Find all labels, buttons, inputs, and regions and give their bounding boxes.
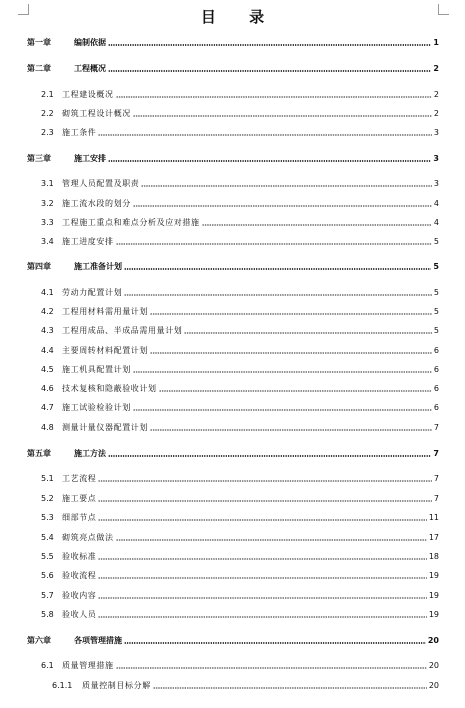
toc-entry-chapter[interactable] bbox=[27, 445, 439, 459]
toc-entry-number: 2.1 bbox=[41, 90, 54, 99]
toc-entry-section[interactable] bbox=[41, 529, 439, 543]
toc-entry-page-number: 7 bbox=[433, 423, 439, 432]
toc-entry-number: 5.4 bbox=[41, 533, 54, 542]
toc-entry-number: 5.5 bbox=[41, 552, 54, 561]
toc-entry-section[interactable] bbox=[41, 233, 439, 247]
dot-leader bbox=[116, 243, 432, 245]
toc-entry-title: 劳动力配置计划 bbox=[62, 288, 123, 297]
dot-leader bbox=[184, 332, 432, 334]
toc-entry-number: 2.3 bbox=[41, 128, 54, 137]
toc-entry-title: 工程用成品、半成品需用量计划 bbox=[62, 326, 183, 335]
toc-entry-section[interactable] bbox=[41, 606, 439, 620]
toc-entry-title: 施工流水段的划分 bbox=[62, 199, 131, 208]
toc-entry-page-number: 2 bbox=[433, 64, 439, 73]
toc-entry-section[interactable] bbox=[41, 399, 439, 413]
toc-entry-title: 工程概况 bbox=[74, 64, 106, 73]
dot-leader bbox=[133, 205, 432, 207]
dot-leader bbox=[150, 429, 432, 431]
dot-leader bbox=[98, 577, 426, 579]
dot-leader bbox=[124, 294, 432, 296]
toc-entry-title: 质量管理措施 bbox=[62, 661, 114, 670]
dot-leader bbox=[98, 519, 426, 521]
toc-entry-title: 施工要点 bbox=[62, 494, 97, 503]
toc-entry-title: 施工方法 bbox=[74, 449, 106, 458]
dot-leader bbox=[133, 409, 432, 411]
toc-entry-number: 6.1 bbox=[41, 661, 54, 670]
toc-entry-title: 各项管理措施 bbox=[74, 636, 122, 645]
toc-entry-title: 质量控制目标分解 bbox=[82, 681, 151, 690]
toc-entry-section[interactable] bbox=[41, 657, 439, 671]
toc-entry-number: 3.1 bbox=[41, 179, 54, 188]
toc-entry-number: 5.3 bbox=[41, 513, 54, 522]
toc-entry-number: 2.2 bbox=[41, 109, 54, 118]
toc-entry-chapter[interactable] bbox=[27, 60, 439, 74]
toc-entry-page-number: 19 bbox=[428, 571, 439, 580]
toc-entry-title: 细部节点 bbox=[62, 513, 97, 522]
toc-entry-title: 管理人员配置及职责 bbox=[62, 179, 140, 188]
toc-entry-number: 4.2 bbox=[41, 307, 54, 316]
dot-leader bbox=[98, 480, 432, 482]
toc-entry-section[interactable] bbox=[41, 587, 439, 601]
dot-leader bbox=[98, 134, 432, 136]
toc-entry-number: 4.3 bbox=[41, 326, 54, 335]
toc-entry-number: 4.1 bbox=[41, 288, 54, 297]
toc-entry-title: 工艺流程 bbox=[62, 474, 97, 483]
toc-entry-number: 5.6 bbox=[41, 571, 54, 580]
toc-entry-section[interactable] bbox=[41, 548, 439, 562]
toc-entry-number: 第三章 bbox=[27, 154, 51, 163]
toc-entry-number: 5.7 bbox=[41, 591, 54, 600]
toc-entry-section[interactable] bbox=[41, 490, 439, 504]
toc-entry-number: 第一章 bbox=[27, 38, 51, 47]
toc-entry-page-number: 2 bbox=[433, 90, 439, 99]
toc-entry-page-number: 2 bbox=[433, 109, 439, 118]
toc-entry-section[interactable] bbox=[41, 567, 439, 581]
toc-entry-page-number: 5 bbox=[433, 262, 439, 271]
dot-leader bbox=[153, 687, 427, 689]
dot-leader bbox=[124, 642, 426, 644]
toc-entry-title: 工程用材料需用量计划 bbox=[62, 307, 148, 316]
dot-leader bbox=[116, 539, 427, 541]
dot-leader bbox=[98, 616, 426, 618]
toc-entry-page-number: 3 bbox=[433, 179, 439, 188]
toc-entry-number: 5.1 bbox=[41, 474, 54, 483]
toc-entry-title: 验收人员 bbox=[62, 610, 97, 619]
dot-leader bbox=[116, 96, 432, 98]
toc-entry-title: 验收内容 bbox=[62, 591, 97, 600]
toc-entry-title: 施工条件 bbox=[62, 128, 97, 137]
dot-leader bbox=[150, 352, 432, 354]
toc-entry-number: 3.2 bbox=[41, 199, 54, 208]
toc-entry-title: 砌筑工程设计概况 bbox=[62, 109, 131, 118]
toc-entry-page-number: 18 bbox=[428, 552, 439, 561]
toc-entry-number: 4.8 bbox=[41, 423, 54, 432]
toc-entry-page-number: 3 bbox=[433, 154, 439, 163]
toc-entry-section[interactable] bbox=[41, 303, 439, 317]
dot-leader bbox=[116, 667, 427, 669]
dot-leader bbox=[98, 500, 432, 502]
toc-entry-title: 验收标准 bbox=[62, 552, 97, 561]
toc-entry-page-number: 7 bbox=[433, 494, 439, 503]
toc-entry-chapter[interactable] bbox=[27, 258, 439, 272]
toc-entry-section[interactable] bbox=[41, 195, 439, 209]
toc-entry-number: 5.8 bbox=[41, 610, 54, 619]
toc-entry-page-number: 7 bbox=[433, 449, 439, 458]
toc-entry-section[interactable] bbox=[41, 124, 439, 138]
toc-entry-number: 5.2 bbox=[41, 494, 54, 503]
toc-entry-title: 验收流程 bbox=[62, 571, 97, 580]
dot-leader bbox=[202, 224, 432, 226]
dot-leader bbox=[98, 597, 426, 599]
toc-entry-title: 工程建设概况 bbox=[62, 90, 114, 99]
dot-leader bbox=[108, 44, 431, 46]
toc-entry-page-number: 4 bbox=[433, 218, 439, 227]
toc-entry-title: 施工试验检验计划 bbox=[62, 403, 131, 412]
toc-entry-page-number: 19 bbox=[428, 591, 439, 600]
toc-entry-title: 技术复核和隐蔽验收计划 bbox=[62, 384, 157, 393]
dot-leader bbox=[108, 70, 431, 72]
toc-entry-section[interactable] bbox=[41, 470, 439, 484]
toc-entry-number: 4.6 bbox=[41, 384, 54, 393]
toc-entry-page-number: 20 bbox=[428, 661, 439, 670]
toc-entry-page-number: 5 bbox=[433, 326, 439, 335]
toc-entry-page-number: 20 bbox=[427, 636, 439, 645]
toc-entry-section[interactable] bbox=[41, 105, 439, 119]
toc-entry-title: 工程施工重点和难点分析及应对措施 bbox=[62, 218, 200, 227]
page-title: 目 录 bbox=[200, 8, 279, 26]
toc-entry-page-number: 6 bbox=[433, 403, 439, 412]
toc-entry-section[interactable] bbox=[41, 175, 439, 189]
toc-entry-title: 编制依据 bbox=[74, 38, 106, 47]
toc-entry-page-number: 3 bbox=[433, 128, 439, 137]
dot-leader bbox=[133, 115, 432, 117]
toc-entry-page-number: 1 bbox=[433, 38, 439, 47]
toc-entry-number: 第四章 bbox=[27, 262, 51, 271]
dot-leader bbox=[141, 185, 432, 187]
toc-entry-title: 施工机具配置计划 bbox=[62, 365, 131, 374]
dot-leader bbox=[159, 390, 432, 392]
toc-entry-chapter[interactable] bbox=[27, 150, 439, 164]
toc-entry-number: 4.4 bbox=[41, 346, 54, 355]
toc-entry-number: 6.1.1 bbox=[52, 681, 73, 690]
dot-leader bbox=[108, 160, 431, 162]
toc-entry-section[interactable] bbox=[41, 380, 439, 394]
toc-entry-title: 主要周转材料配置计划 bbox=[62, 346, 148, 355]
toc-entry-section[interactable] bbox=[41, 342, 439, 356]
toc-entry-page-number: 5 bbox=[433, 237, 439, 246]
toc-entry-page-number: 6 bbox=[433, 346, 439, 355]
toc-entry-chapter[interactable] bbox=[27, 632, 439, 646]
dot-leader bbox=[133, 371, 432, 373]
toc-entry-page-number: 11 bbox=[428, 513, 439, 522]
toc-entry-page-number: 5 bbox=[433, 307, 439, 316]
toc-entry-page-number: 19 bbox=[428, 610, 439, 619]
toc-entry-section[interactable] bbox=[41, 361, 439, 375]
toc-entry-number: 4.7 bbox=[41, 403, 54, 412]
dot-leader bbox=[124, 268, 431, 270]
dot-leader bbox=[108, 455, 431, 457]
toc-entry-section[interactable] bbox=[41, 86, 439, 100]
toc-entry-section[interactable] bbox=[41, 214, 439, 228]
toc-entry-page-number: 5 bbox=[433, 288, 439, 297]
dot-leader bbox=[150, 313, 432, 315]
toc-entry-page-number: 20 bbox=[428, 681, 439, 690]
toc-entry-title: 砌筑亮点做法 bbox=[62, 533, 114, 542]
toc-entry-section[interactable] bbox=[41, 284, 439, 298]
dot-leader bbox=[98, 558, 426, 560]
toc-entry-number: 第五章 bbox=[27, 449, 51, 458]
toc-entry-section[interactable] bbox=[41, 419, 439, 433]
toc-entry-page-number: 6 bbox=[433, 365, 439, 374]
toc-entry-title: 施工安排 bbox=[74, 154, 106, 163]
toc-entry-page-number: 17 bbox=[428, 533, 439, 542]
toc-entry-title: 测量计量仪器配置计划 bbox=[62, 423, 148, 432]
toc-entry-page-number: 7 bbox=[433, 474, 439, 483]
toc-entry-number: 第二章 bbox=[27, 64, 51, 73]
toc-entry-chapter[interactable] bbox=[27, 34, 439, 48]
toc-entry-section[interactable] bbox=[41, 509, 439, 523]
toc-entry-title: 施工进度安排 bbox=[62, 237, 114, 246]
toc-entry-page-number: 4 bbox=[433, 199, 439, 208]
toc-entry-number: 3.3 bbox=[41, 218, 54, 227]
toc-entry-number: 3.4 bbox=[41, 237, 54, 246]
toc-entry-page-number: 6 bbox=[433, 384, 439, 393]
toc-entry-section[interactable] bbox=[41, 322, 439, 336]
toc-entry-title: 施工准备计划 bbox=[74, 262, 122, 271]
toc-entry-number: 第六章 bbox=[27, 636, 51, 645]
toc-entry-number: 4.5 bbox=[41, 365, 54, 374]
toc-entry-subsection[interactable] bbox=[52, 677, 439, 691]
